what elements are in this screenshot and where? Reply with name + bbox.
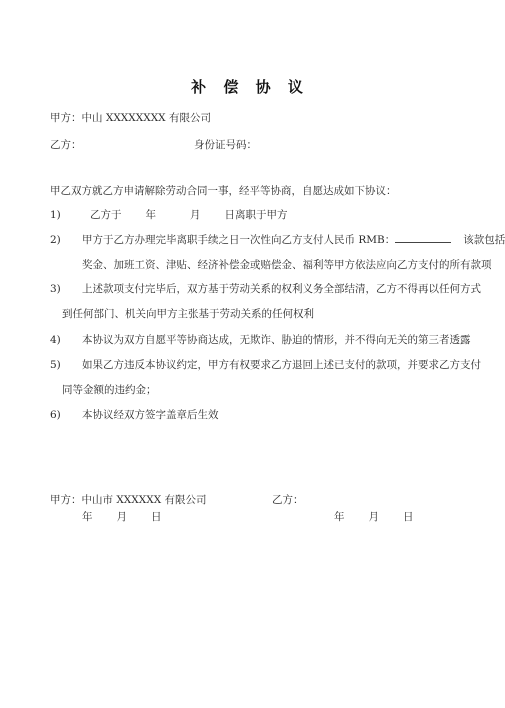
signature-date-b: [334, 510, 414, 524]
date-month: 月: [368, 511, 379, 523]
date-year: 年: [82, 511, 93, 523]
date-day: 日: [151, 511, 162, 523]
clause-2-text-a: 甲方于乙方办理完毕离职手续之日一次性向乙方支付人民币 RMB：: [82, 234, 396, 246]
clause-1-year: 年: [145, 209, 156, 221]
date-day: 日: [403, 511, 414, 523]
date-month: 月: [116, 511, 127, 523]
party-b-label: 乙方：: [50, 139, 82, 151]
clause-1-text-a: 乙方于: [90, 209, 122, 221]
clause-4: [50, 333, 471, 347]
clause-number: 3): [50, 283, 61, 295]
document-title: 补 偿 协 议: [191, 78, 309, 96]
date-year: 年: [334, 511, 345, 523]
clause-4-text: 本协议为双方自愿平等协商达成，无欺诈、胁迫的情形，并不得向无关的第三者透露: [82, 334, 471, 346]
clause-5-text: 如果乙方违反本协议约定，甲方有权要求乙方退回上述已支付的款项，并要求乙方支付: [82, 359, 481, 371]
party-a-line: 甲方：中山 XXXXXXXX 有限公司: [50, 112, 211, 124]
amount-blank: [395, 233, 451, 243]
clause-5-line-2: 同等金额的违约金；: [62, 384, 157, 396]
clause-number: 2): [50, 234, 61, 246]
clause-2-line-2: 奖金、加班工资、津贴、经济补偿金或赔偿金、福利等甲方依法应向乙方支付的所有款项: [82, 259, 492, 271]
clause-number: 6): [50, 409, 61, 421]
clause-5-line-1: [50, 358, 481, 372]
intro-text: 甲乙双方就乙方申请解除劳动合同一事，经平等协商，自愿达成如下协议：: [50, 185, 397, 197]
id-number-label: 身份证号码：: [194, 139, 257, 151]
clause-2-text-b: 该款包括: [463, 234, 505, 246]
clause-1: [50, 208, 288, 222]
clause-3-text: 上述款项支付完毕后，双方基于劳动关系的权利义务全部结清，乙方不得再以任何方式: [82, 283, 481, 295]
signature-party-a: 甲方：中山市 XXXXXX 有限公司: [50, 494, 207, 506]
clause-1-text-c: 日离职于甲方: [224, 209, 288, 221]
clause-1-month: 月: [190, 209, 201, 221]
signature-party-b: 乙方：: [272, 494, 304, 506]
clause-number: 1): [50, 209, 61, 221]
clause-2-line-1: [50, 233, 505, 247]
clause-number: 4): [50, 334, 61, 346]
clause-6-text: 本协议经双方签字盖章后生效: [82, 409, 219, 421]
clause-number: 5): [50, 359, 61, 371]
clause-3-line-1: [50, 282, 481, 296]
clause-6: [50, 408, 219, 422]
signature-date-a: [82, 510, 162, 524]
clause-3-line-2: 到任何部门、机关向甲方主张基于劳动关系的任何权利: [62, 308, 314, 320]
